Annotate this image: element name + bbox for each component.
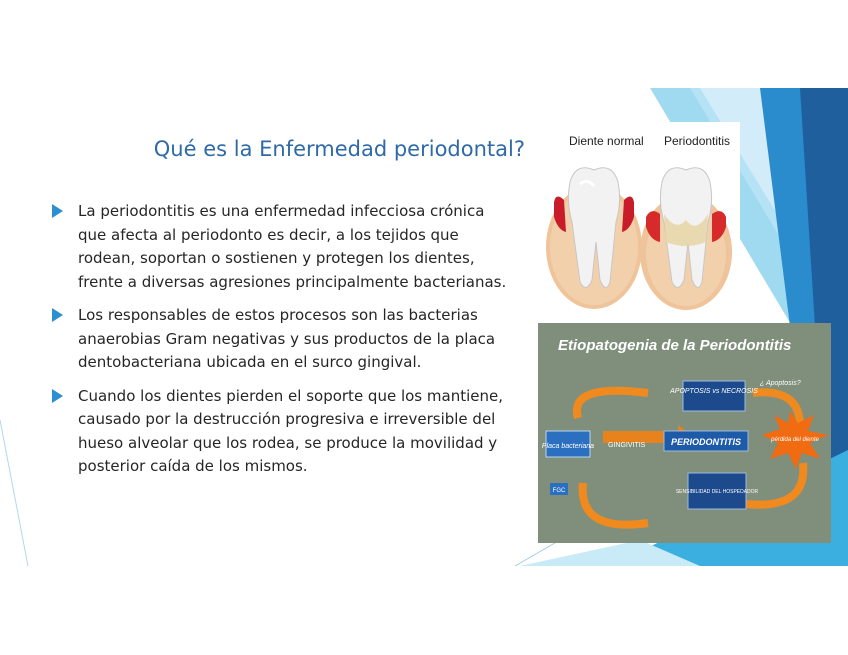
bullet-arrow-icon — [52, 204, 63, 218]
bullet-arrow-icon — [52, 389, 63, 403]
bullet-text: Los responsables de estos procesos son las bacterias anaerobias Gram negativas y sus productos de la placa dentobacteriana ubicada en el surco gingival. — [78, 306, 496, 371]
bullet-item — [52, 304, 512, 375]
teeth-comparison-image — [536, 122, 740, 314]
bullet-text: Cuando los dientes pierden el soporte que los mantiene, causado por la destrucción progresiva e irreversible del hueso alveolar que los rodea, se produce la movilidad y posterior caída de los mismos. — [78, 386, 503, 475]
periodontitis-box: PERIODONTITIS — [670, 437, 742, 447]
perdida-label: pérdida del diente — [771, 437, 819, 443]
fgc-box: FGC — [552, 488, 566, 494]
diagram-title: Etiopatogenia de la Periodontitis — [558, 337, 792, 354]
label-normal-tooth: Diente normal — [569, 134, 644, 148]
label-periodontitis-tooth: Periodontitis — [664, 134, 731, 148]
bullet-list — [52, 200, 512, 489]
bullet-item — [52, 385, 512, 479]
etiopathogenesis-diagram — [538, 323, 831, 543]
bullet-text: La periodontitis es una enfermedad infecciosa crónica que afecta al periodonto es decir, a los tejidos que rodean, soportan o sostienen y protegen los dientes, frente a diversas agresiones principalmente bacterianas. — [78, 202, 507, 291]
deco-line-left — [0, 420, 28, 566]
placa-box: Placa bacteriana — [541, 443, 595, 450]
gingivitis-label: GINGIVITIS — [608, 442, 646, 449]
sensibilidad-box: SENSIBILIDAD DEL HOSPEDADOR — [675, 489, 759, 495]
apoptosis-question: ¿ Apoptosis? — [760, 380, 801, 387]
teeth-illustration — [536, 122, 740, 314]
bullet-item — [52, 200, 512, 294]
bullet-arrow-icon — [52, 308, 63, 322]
slide-title: Qué es la Enfermedad periodontal? — [153, 137, 525, 161]
apoptosis-box: APOPTOSIS vs NECROSIS — [670, 388, 758, 395]
